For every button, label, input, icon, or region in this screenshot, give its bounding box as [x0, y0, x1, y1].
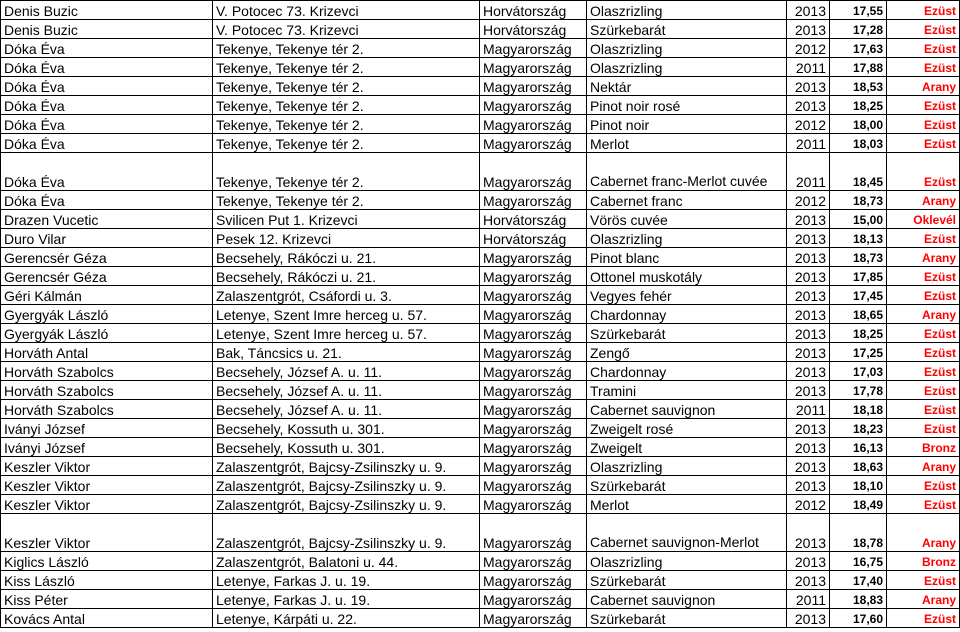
year-cell: 2013 — [787, 248, 830, 267]
table-row — [1, 419, 960, 438]
year-cell: 2011 — [787, 58, 830, 77]
wine-cell: Cabernet sauvignon — [587, 400, 787, 419]
grower-address-cell: Becsehely, Rákóczi u. 21. — [213, 267, 480, 286]
medal-cell: Ezüst — [887, 267, 960, 286]
grower-address-cell: Tekenye, Tekenye tér 2. — [213, 153, 480, 191]
year-cell: 2013 — [787, 514, 830, 552]
wine-cell: Cabernet sauvignon — [587, 590, 787, 609]
country-cell: Magyarország — [480, 514, 587, 552]
wine-cell: Olaszrizling — [587, 58, 787, 77]
country-cell: Magyarország — [480, 134, 587, 153]
grower-name-cell: Kiss Péter — [1, 590, 213, 609]
year-cell: 2012 — [787, 39, 830, 58]
country-cell: Magyarország — [480, 115, 587, 134]
grower-address-cell: Tekenye, Tekenye tér 2. — [213, 115, 480, 134]
medal-cell: Bronz — [887, 552, 960, 571]
year-cell: 2013 — [787, 571, 830, 590]
wine-cell: Olaszrizling — [587, 1, 787, 20]
country-cell: Magyarország — [480, 39, 587, 58]
score-cell: 18,65 — [830, 305, 887, 324]
grower-name-cell: Keszler Viktor — [1, 476, 213, 495]
grower-name-cell: Horváth Szabolcs — [1, 400, 213, 419]
country-cell: Magyarország — [480, 438, 587, 457]
country-cell: Magyarország — [480, 343, 587, 362]
medal-cell: Ezüst — [887, 20, 960, 39]
medal-cell: Arany — [887, 514, 960, 552]
score-cell: 15,00 — [830, 210, 887, 229]
grower-address-cell: Zalaszentgrót, Bajcsy-Zsilinszky u. 9. — [213, 514, 480, 552]
medal-cell: Arany — [887, 305, 960, 324]
wine-cell: Olaszrizling — [587, 229, 787, 248]
grower-address-cell: Zalaszentgrót, Bajcsy-Zsilinszky u. 9. — [213, 495, 480, 514]
year-cell: 2012 — [787, 115, 830, 134]
medal-cell: Ezüst — [887, 153, 960, 191]
country-cell: Magyarország — [480, 191, 587, 210]
score-cell: 17,45 — [830, 286, 887, 305]
table-row — [1, 514, 960, 552]
grower-name-cell: Keszler Viktor — [1, 514, 213, 552]
country-cell: Magyarország — [480, 305, 587, 324]
wine-cell: Merlot — [587, 495, 787, 514]
medal-cell: Arany — [887, 590, 960, 609]
grower-address-cell: Zalaszentgrót, Bajcsy-Zsilinszky u. 9. — [213, 476, 480, 495]
score-cell: 17,63 — [830, 39, 887, 58]
medal-cell: Ezüst — [887, 571, 960, 590]
country-cell: Magyarország — [480, 153, 587, 191]
table-row — [1, 286, 960, 305]
grower-name-cell: Iványi József — [1, 419, 213, 438]
score-cell: 17,28 — [830, 20, 887, 39]
table-row — [1, 115, 960, 134]
score-cell: 18,53 — [830, 77, 887, 96]
grower-name-cell: Dóka Éva — [1, 96, 213, 115]
medal-cell: Ezüst — [887, 343, 960, 362]
grower-address-cell: Tekenye, Tekenye tér 2. — [213, 58, 480, 77]
table-row — [1, 20, 960, 39]
table-row — [1, 210, 960, 229]
country-cell: Horvátország — [480, 210, 587, 229]
wine-cell: Vörös cuvée — [587, 210, 787, 229]
table-row — [1, 39, 960, 58]
grower-name-cell: Dóka Éva — [1, 191, 213, 210]
country-cell: Magyarország — [480, 590, 587, 609]
score-cell: 18,73 — [830, 248, 887, 267]
medal-cell: Ezüst — [887, 362, 960, 381]
grower-name-cell: Dóka Éva — [1, 77, 213, 96]
wine-cell: Ottonel muskotály — [587, 267, 787, 286]
grower-name-cell: Dóka Éva — [1, 153, 213, 191]
year-cell: 2013 — [787, 381, 830, 400]
wine-cell: Cabernet sauvignon-Merlot — [587, 514, 787, 552]
grower-name-cell: Duro Vilar — [1, 229, 213, 248]
wine-cell: Szürkebarát — [587, 571, 787, 590]
grower-name-cell: Kovács Antal — [1, 609, 213, 628]
wine-cell: Szürkebarát — [587, 476, 787, 495]
table-row — [1, 343, 960, 362]
year-cell: 2012 — [787, 495, 830, 514]
year-cell: 2013 — [787, 20, 830, 39]
grower-name-cell: Kiglics László — [1, 552, 213, 571]
results-table-body — [1, 1, 960, 628]
wine-cell: Olaszrizling — [587, 457, 787, 476]
medal-cell: Ezüst — [887, 115, 960, 134]
score-cell: 17,85 — [830, 267, 887, 286]
medal-cell: Ezüst — [887, 58, 960, 77]
table-row — [1, 552, 960, 571]
table-row — [1, 305, 960, 324]
country-cell: Horvátország — [480, 229, 587, 248]
year-cell: 2013 — [787, 77, 830, 96]
medal-cell: Ezüst — [887, 134, 960, 153]
wine-cell: Olaszrizling — [587, 39, 787, 58]
score-cell: 18,78 — [830, 514, 887, 552]
year-cell: 2012 — [787, 191, 830, 210]
grower-name-cell: Gyergyák László — [1, 324, 213, 343]
year-cell: 2013 — [787, 476, 830, 495]
grower-address-cell: V. Potocec 73. Krizevci — [213, 20, 480, 39]
score-cell: 18,83 — [830, 590, 887, 609]
medal-cell: Arany — [887, 77, 960, 96]
grower-name-cell: Denis Buzic — [1, 1, 213, 20]
year-cell: 2013 — [787, 96, 830, 115]
table-row — [1, 248, 960, 267]
score-cell: 18,49 — [830, 495, 887, 514]
table-row — [1, 153, 960, 191]
grower-name-cell: Keszler Viktor — [1, 457, 213, 476]
medal-cell: Ezüst — [887, 419, 960, 438]
wine-cell: Szürkebarát — [587, 20, 787, 39]
medal-cell: Arany — [887, 457, 960, 476]
grower-name-cell: Drazen Vucetic — [1, 210, 213, 229]
medal-cell: Ezüst — [887, 39, 960, 58]
wine-cell: Pinot noir rosé — [587, 96, 787, 115]
grower-address-cell: Becsehely, József A. u. 11. — [213, 381, 480, 400]
table-row — [1, 381, 960, 400]
score-cell: 18,03 — [830, 134, 887, 153]
grower-name-cell: Gerencsér Géza — [1, 248, 213, 267]
country-cell: Horvátország — [480, 20, 587, 39]
wine-cell: Chardonnay — [587, 362, 787, 381]
score-cell: 17,78 — [830, 381, 887, 400]
wine-cell: Merlot — [587, 134, 787, 153]
country-cell: Magyarország — [480, 96, 587, 115]
score-cell: 16,13 — [830, 438, 887, 457]
wine-cell: Pinot blanc — [587, 248, 787, 267]
grower-name-cell: Géri Kálmán — [1, 286, 213, 305]
wine-cell: Szürkebarát — [587, 609, 787, 628]
medal-cell: Ezüst — [887, 609, 960, 628]
year-cell: 2013 — [787, 362, 830, 381]
score-cell: 17,25 — [830, 343, 887, 362]
table-row — [1, 229, 960, 248]
grower-address-cell: Svilicen Put 1. Krizevci — [213, 210, 480, 229]
table-row — [1, 267, 960, 286]
country-cell: Magyarország — [480, 58, 587, 77]
table-row — [1, 571, 960, 590]
wine-cell: Zengő — [587, 343, 787, 362]
grower-address-cell: Letenye, Farkas J. u. 19. — [213, 590, 480, 609]
table-row — [1, 77, 960, 96]
wine-cell: Tramini — [587, 381, 787, 400]
table-row — [1, 495, 960, 514]
year-cell: 2011 — [787, 153, 830, 191]
year-cell: 2013 — [787, 1, 830, 20]
wine-cell: Chardonnay — [587, 305, 787, 324]
table-row — [1, 476, 960, 495]
grower-name-cell: Horváth Szabolcs — [1, 362, 213, 381]
score-cell: 18,18 — [830, 400, 887, 419]
score-cell: 16,75 — [830, 552, 887, 571]
grower-address-cell: Becsehely, Kossuth u. 301. — [213, 438, 480, 457]
wine-cell: Szürkebarát — [587, 324, 787, 343]
table-row — [1, 58, 960, 77]
country-cell: Magyarország — [480, 457, 587, 476]
score-cell: 17,40 — [830, 571, 887, 590]
score-cell: 18,73 — [830, 191, 887, 210]
grower-address-cell: Tekenye, Tekenye tér 2. — [213, 96, 480, 115]
grower-name-cell: Gyergyák László — [1, 305, 213, 324]
table-row — [1, 324, 960, 343]
medal-cell: Arany — [887, 248, 960, 267]
country-cell: Magyarország — [480, 400, 587, 419]
grower-name-cell: Keszler Viktor — [1, 495, 213, 514]
medal-cell: Ezüst — [887, 495, 960, 514]
country-cell: Magyarország — [480, 362, 587, 381]
grower-address-cell: Letenye, Szent Imre herceg u. 57. — [213, 305, 480, 324]
score-cell: 17,03 — [830, 362, 887, 381]
wine-cell: Cabernet franc — [587, 191, 787, 210]
grower-address-cell: Letenye, Farkas J. u. 19. — [213, 571, 480, 590]
wine-cell: Vegyes fehér — [587, 286, 787, 305]
year-cell: 2011 — [787, 400, 830, 419]
medal-cell: Ezüst — [887, 229, 960, 248]
grower-address-cell: Bak, Táncsics u. 21. — [213, 343, 480, 362]
year-cell: 2013 — [787, 552, 830, 571]
grower-address-cell: Zalaszentgrót, Csáfordi u. 3. — [213, 286, 480, 305]
table-row — [1, 457, 960, 476]
medal-cell: Ezüst — [887, 324, 960, 343]
medal-cell: Ezüst — [887, 96, 960, 115]
grower-address-cell: Zalaszentgrót, Balatoni u. 44. — [213, 552, 480, 571]
grower-address-cell: Tekenye, Tekenye tér 2. — [213, 191, 480, 210]
grower-name-cell: Kiss László — [1, 571, 213, 590]
grower-address-cell: Becsehely, József A. u. 11. — [213, 362, 480, 381]
medal-cell: Oklevél — [887, 210, 960, 229]
score-cell: 17,55 — [830, 1, 887, 20]
country-cell: Magyarország — [480, 571, 587, 590]
grower-address-cell: Tekenye, Tekenye tér 2. — [213, 134, 480, 153]
grower-address-cell: Pesek 12. Krizevci — [213, 229, 480, 248]
grower-address-cell: Becsehely, Kossuth u. 301. — [213, 419, 480, 438]
year-cell: 2011 — [787, 134, 830, 153]
year-cell: 2013 — [787, 286, 830, 305]
score-cell: 18,13 — [830, 229, 887, 248]
country-cell: Magyarország — [480, 609, 587, 628]
year-cell: 2013 — [787, 343, 830, 362]
year-cell: 2013 — [787, 324, 830, 343]
grower-address-cell: V. Potocec 73. Krizevci — [213, 1, 480, 20]
year-cell: 2013 — [787, 438, 830, 457]
year-cell: 2013 — [787, 267, 830, 286]
table-row — [1, 400, 960, 419]
score-cell: 17,88 — [830, 58, 887, 77]
country-cell: Magyarország — [480, 476, 587, 495]
year-cell: 2013 — [787, 457, 830, 476]
medal-cell: Ezüst — [887, 476, 960, 495]
wine-cell: Zweigelt — [587, 438, 787, 457]
grower-name-cell: Dóka Éva — [1, 39, 213, 58]
table-row — [1, 590, 960, 609]
table-row — [1, 609, 960, 628]
wine-cell: Zweigelt rosé — [587, 419, 787, 438]
medal-cell: Arany — [887, 191, 960, 210]
grower-address-cell: Becsehely, József A. u. 11. — [213, 400, 480, 419]
table-row — [1, 134, 960, 153]
score-cell: 18,25 — [830, 96, 887, 115]
country-cell: Magyarország — [480, 248, 587, 267]
grower-name-cell: Gerencsér Géza — [1, 267, 213, 286]
table-row — [1, 362, 960, 381]
medal-cell: Ezüst — [887, 381, 960, 400]
grower-address-cell: Becsehely, Rákóczi u. 21. — [213, 248, 480, 267]
grower-name-cell: Dóka Éva — [1, 134, 213, 153]
medal-cell: Ezüst — [887, 1, 960, 20]
medal-cell: Bronz — [887, 438, 960, 457]
medal-cell: Ezüst — [887, 400, 960, 419]
year-cell: 2013 — [787, 210, 830, 229]
grower-name-cell: Horváth Szabolcs — [1, 381, 213, 400]
score-cell: 18,45 — [830, 153, 887, 191]
year-cell: 2013 — [787, 305, 830, 324]
grower-name-cell: Iványi József — [1, 438, 213, 457]
grower-name-cell: Denis Buzic — [1, 20, 213, 39]
grower-name-cell: Horváth Antal — [1, 343, 213, 362]
score-cell: 17,60 — [830, 609, 887, 628]
table-row — [1, 438, 960, 457]
country-cell: Horvátország — [480, 1, 587, 20]
score-cell: 18,63 — [830, 457, 887, 476]
score-cell: 18,25 — [830, 324, 887, 343]
country-cell: Magyarország — [480, 552, 587, 571]
wine-cell: Olaszrizling — [587, 552, 787, 571]
grower-address-cell: Tekenye, Tekenye tér 2. — [213, 77, 480, 96]
grower-name-cell: Dóka Éva — [1, 58, 213, 77]
country-cell: Magyarország — [480, 77, 587, 96]
score-cell: 18,00 — [830, 115, 887, 134]
wine-cell: Nektár — [587, 77, 787, 96]
wine-cell: Pinot noir — [587, 115, 787, 134]
score-cell: 18,23 — [830, 419, 887, 438]
score-cell: 18,10 — [830, 476, 887, 495]
country-cell: Magyarország — [480, 286, 587, 305]
medal-cell: Ezüst — [887, 286, 960, 305]
country-cell: Magyarország — [480, 419, 587, 438]
year-cell: 2011 — [787, 590, 830, 609]
country-cell: Magyarország — [480, 267, 587, 286]
country-cell: Magyarország — [480, 495, 587, 514]
year-cell: 2013 — [787, 609, 830, 628]
country-cell: Magyarország — [480, 324, 587, 343]
wine-cell: Cabernet franc-Merlot cuvée — [587, 153, 787, 191]
grower-address-cell: Letenye, Szent Imre herceg u. 57. — [213, 324, 480, 343]
table-row — [1, 96, 960, 115]
year-cell: 2013 — [787, 229, 830, 248]
country-cell: Magyarország — [480, 381, 587, 400]
grower-address-cell: Tekenye, Tekenye tér 2. — [213, 39, 480, 58]
grower-name-cell: Dóka Éva — [1, 115, 213, 134]
grower-address-cell: Letenye, Kárpáti u. 22. — [213, 609, 480, 628]
grower-address-cell: Zalaszentgrót, Bajcsy-Zsilinszky u. 9. — [213, 457, 480, 476]
table-row — [1, 191, 960, 210]
table-row — [1, 1, 960, 20]
year-cell: 2013 — [787, 419, 830, 438]
